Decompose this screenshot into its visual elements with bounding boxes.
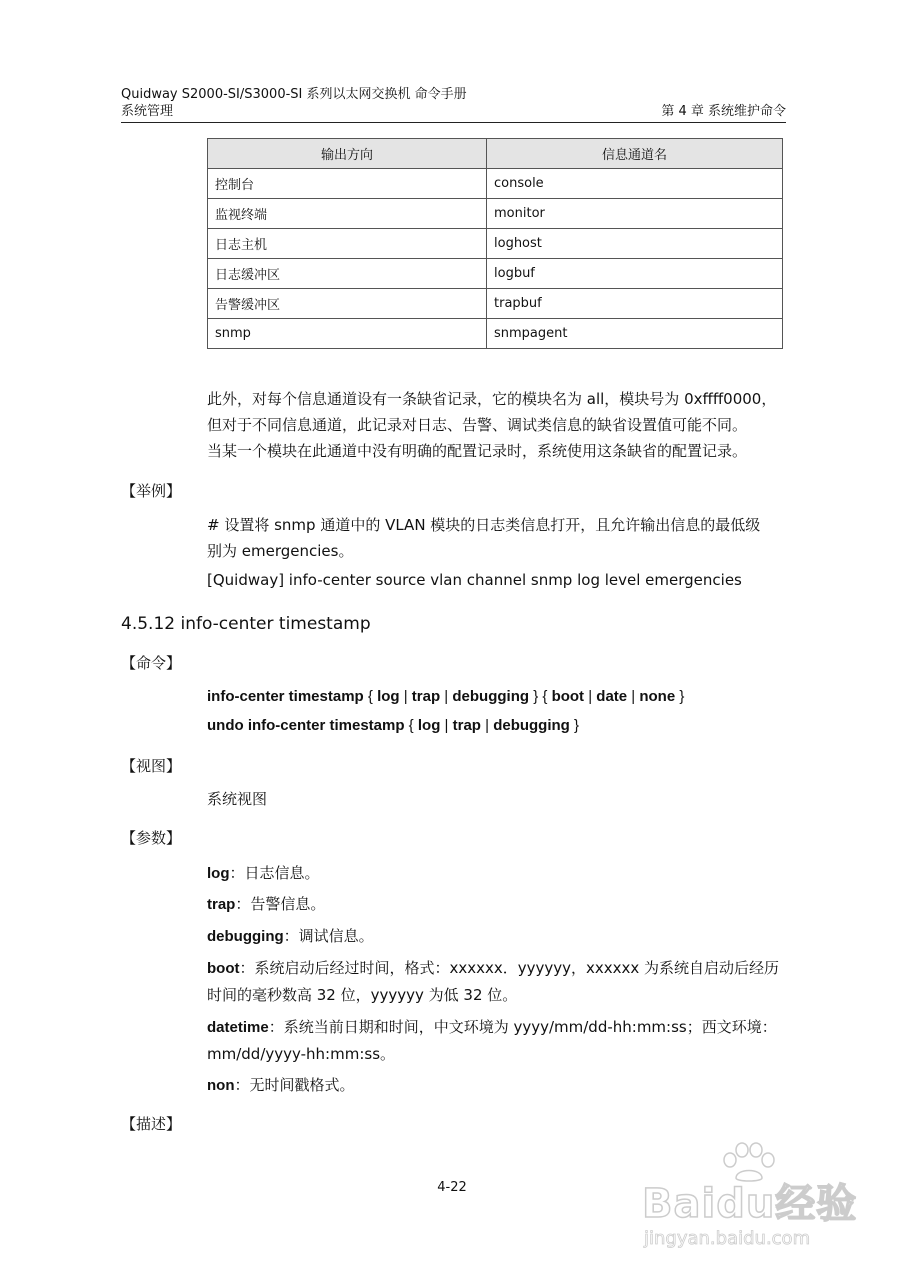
example-comment — [207, 512, 787, 564]
param-term: non — [207, 1077, 235, 1094]
command-keyword: info-center timestamp — [207, 688, 364, 705]
command-syntax-line — [207, 687, 684, 707]
paragraph-line — [207, 1014, 787, 1041]
syntax-symbol: { — [404, 717, 418, 734]
paragraph-line: 时间的毫秒数高 32 位，yyyyyy 为低 32 位。 — [207, 986, 518, 1004]
param-datetime — [207, 1014, 787, 1067]
syntax-symbol: | — [584, 688, 597, 705]
syntax-symbol: { — [363, 688, 378, 705]
table-header-row — [208, 139, 783, 169]
syntax-symbol: | — [480, 717, 494, 734]
paragraph-line — [207, 955, 787, 982]
param-desc: ：无时间戳格式。 — [234, 1076, 355, 1094]
table-cell-direction: 监视终端 — [208, 199, 487, 229]
command-undo-line — [207, 716, 579, 736]
param-trap — [207, 891, 787, 918]
header-manual-title: Quidway S2000-SI/S3000-SI 系列以太网交换机 命令手册 — [121, 87, 467, 102]
section-title: 4.5.12 info-center timestamp — [121, 614, 371, 634]
param-term: debugging — [207, 928, 284, 945]
paragraph-line: 此外，对每个信息通道设有一条缺省记录，它的模块名为 all，模块号为 0xffff0000， — [207, 390, 777, 408]
syntax-symbol: | — [440, 717, 453, 734]
command-keyword: date — [596, 688, 628, 705]
table-cell-direction: snmp — [208, 319, 487, 349]
watermark-brand: Baidu经验 — [642, 1181, 858, 1227]
header-section-left: 系统管理 — [121, 104, 174, 119]
watermark-url: jingyan.baidu.com — [644, 1228, 811, 1249]
param-desc: ：调试信息。 — [283, 927, 374, 945]
table-cell-direction: 日志主机 — [208, 229, 487, 259]
example-tag: 【举例】 — [121, 482, 182, 500]
param-desc: ：系统启动后经过时间，格式：xxxxxx．yyyyyy，xxxxxx 为系统自启动后经历 — [239, 959, 780, 977]
paragraph-line: mm/dd/yyyy-hh:mm:ss。 — [207, 1045, 396, 1063]
param-term: datetime — [207, 1019, 269, 1036]
table-cell-channel: trapbuf — [487, 289, 783, 319]
param-non — [207, 1072, 787, 1099]
command-keyword: log — [377, 688, 400, 705]
paragraph-line: 当某一个模块在此通道中没有明确的配置记录时，系统使用这条缺省的配置记录。 — [207, 442, 748, 460]
table-row — [208, 289, 783, 319]
command-tag: 【命令】 — [121, 654, 182, 672]
params-tag: 【参数】 — [121, 829, 182, 847]
table-row — [208, 229, 783, 259]
example-command: [Quidway] info-center source vlan channel snmp log level emergencies — [207, 571, 742, 589]
table-header-cell: 信息通道名 — [487, 139, 783, 169]
syntax-symbol: } — [675, 688, 685, 705]
param-debugging — [207, 923, 787, 950]
baidu-watermark — [640, 1142, 860, 1254]
command-keyword: trap — [411, 688, 441, 705]
intro-paragraph — [207, 386, 787, 464]
table-cell-channel: logbuf — [487, 259, 783, 289]
table-cell-channel: monitor — [487, 199, 783, 229]
param-desc: ：日志信息。 — [229, 864, 320, 882]
table-cell-direction: 日志缓冲区 — [208, 259, 487, 289]
table-cell-channel: loghost — [487, 229, 783, 259]
param-log — [207, 860, 787, 887]
channel-table — [207, 138, 783, 349]
command-keyword: trap — [452, 717, 481, 734]
table-cell-direction: 控制台 — [208, 169, 487, 199]
command-keyword: undo info-center timestamp — [207, 717, 405, 734]
table-header-cell: 输出方向 — [208, 139, 487, 169]
paragraph-line: 别为 emergencies。 — [207, 542, 354, 560]
view-tag: 【视图】 — [121, 757, 182, 775]
param-term: boot — [207, 960, 240, 977]
page-number: 4-22 — [437, 1180, 467, 1195]
syntax-symbol: } { — [529, 688, 552, 705]
header-row — [121, 104, 786, 120]
command-keyword: debugging — [452, 688, 530, 705]
describe-tag: 【描述】 — [121, 1115, 182, 1133]
command-keyword: log — [417, 717, 441, 734]
syntax-symbol: | — [627, 688, 640, 705]
table-row — [208, 169, 783, 199]
table-row — [208, 319, 783, 349]
table-row — [208, 259, 783, 289]
param-desc: ：告警信息。 — [235, 895, 326, 913]
view-text: 系统视图 — [207, 790, 268, 808]
command-keyword: none — [639, 688, 676, 705]
command-keyword: debugging — [493, 717, 570, 734]
table-cell-channel: console — [487, 169, 783, 199]
param-desc: ：系统当前日期和时间，中文环境为 yyyy/mm/dd-hh:mm:ss；西文环境： — [268, 1018, 777, 1036]
table-row — [208, 199, 783, 229]
header-chapter-right: 第 4 章 系统维护命令 — [661, 104, 786, 119]
table-cell-direction: 告警缓冲区 — [208, 289, 487, 319]
command-keyword: boot — [551, 688, 585, 705]
syntax-symbol: } — [569, 717, 580, 734]
paragraph-line: 但对于不同信息通道，此记录对日志、告警、调试类信息的缺省设置值可能不同。 — [207, 416, 748, 434]
header-divider — [121, 122, 786, 123]
param-term: log — [207, 865, 230, 882]
syntax-symbol: | — [399, 688, 412, 705]
table-cell-channel: snmpagent — [487, 319, 783, 349]
paragraph-line: # 设置将 snmp 通道中的 VLAN 模块的日志类信息打开，且允许输出信息的最低级 — [207, 516, 761, 534]
param-term: trap — [207, 896, 236, 913]
param-boot — [207, 955, 787, 1008]
syntax-symbol: | — [440, 688, 453, 705]
